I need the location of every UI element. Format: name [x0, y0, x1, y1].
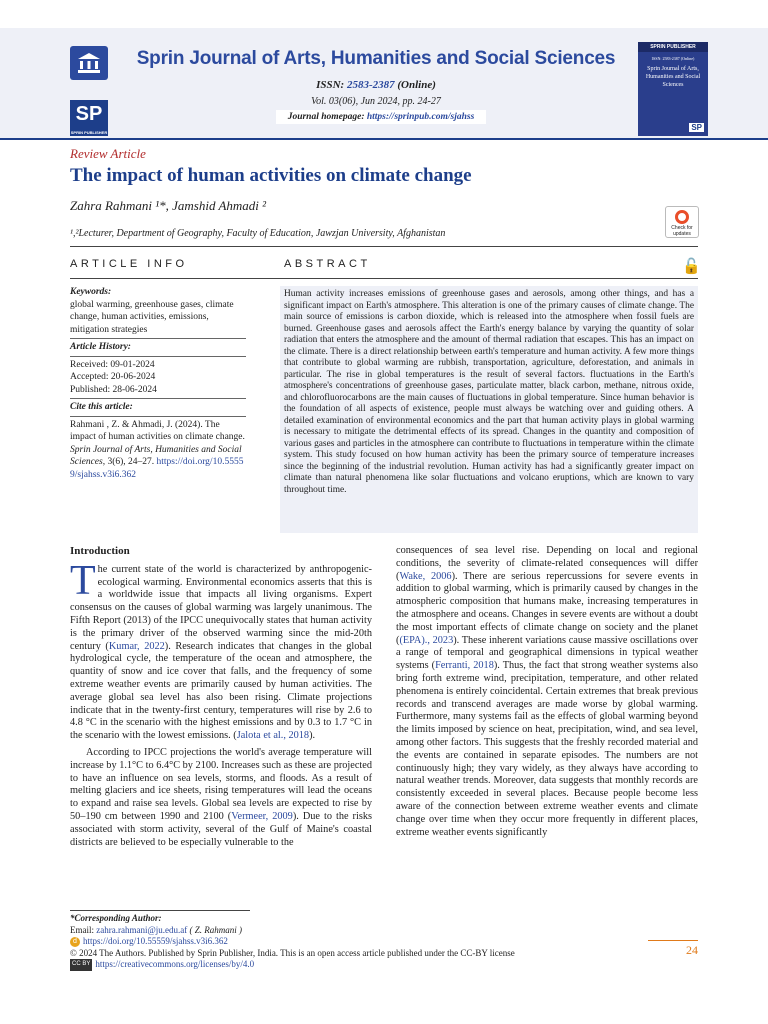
- drop-cap: T: [70, 557, 96, 604]
- journal-cover: SPRIN PUBLISHER ISSN: 2583-2387 (Online) Sprin Journal of Arts, Humanities and Social Sciences SP: [638, 42, 708, 136]
- paragraph: The current state of the world is characterized by anthropogenic-ecological warming. Environmental economics asserts that this is a worldwide issue that impacts all living organisms. Expert consensus on the causes of global warming was largely unanimous. The Fifth Report (2013) of the IPCC unequivocally states that human activity is the primary driver of the observed warming since the mid-20th century (Kumar, 2022). Research indicates that changes in the global hydrological cycle, the temperature of the ocean and atmosphere, the quantity of snow and ice cover that falls, and the frequency of some extreme weather events are primarily caused by human activities. The average global sea level has also been rising. Climate projections indicate that in the twenty-first century, temperatures will rise by 2.6 to 4.8 °C in the scenario with the highest emissions and by 0.3 to 1.7 °C in the scenario with the lowest emissions. (Jalota et al., 2018).: [70, 557, 372, 742]
- authors: Zahra Rahmani ¹*, Jamshid Ahmadi ²: [70, 198, 267, 213]
- divider: [70, 278, 698, 279]
- affiliation: ¹,²Lecturer, Department of Geography, Faculty of Education, Jawzjan University, Afghanistan: [70, 228, 446, 239]
- citation-link[interactable]: Vermeer, 2009: [231, 810, 293, 822]
- volume-info: Vol. 03(06), Jun 2024, pp. 24-27: [311, 96, 441, 107]
- article-info-heading: ARTICLE INFO: [70, 258, 188, 270]
- citation-link[interactable]: Ferranti, 2018: [435, 660, 494, 672]
- page-number: 24: [648, 940, 698, 958]
- divider: [70, 356, 246, 357]
- email-line: Email: zahra.rahmani@ju.edu.af ( Z. Rahmani ): [70, 924, 242, 935]
- bank-icon: [70, 46, 108, 80]
- issn: ISSN: 2583-2387 (Online): [316, 79, 436, 91]
- body-column-left: [70, 545, 372, 853]
- article-type: Review Article: [70, 146, 146, 161]
- issn-link[interactable]: 2583-2387: [346, 79, 395, 91]
- history-label: Article History:: [70, 342, 131, 352]
- divider: [70, 416, 246, 417]
- homepage-link[interactable]: https://sprinpub.com/sjahss: [366, 112, 475, 122]
- keywords-label: Keywords:: [70, 287, 112, 297]
- body-column-right: [396, 545, 698, 843]
- published-date: Published: 28-06-2024: [70, 384, 157, 395]
- check-for-updates-button[interactable]: Check for updates: [665, 206, 699, 238]
- keywords: global warming, greenhouse gases, climate change, human activities, emissions, mitigation strategies: [70, 299, 234, 335]
- citation-link[interactable]: Wake, 2006: [399, 570, 452, 582]
- citation-link[interactable]: Kumar, 2022: [108, 640, 165, 652]
- citation-link[interactable]: Jalota et al., 2018: [236, 730, 310, 742]
- paper-title: The impact of human activities on climate change: [70, 165, 472, 186]
- cite-label: Cite this article:: [70, 402, 133, 412]
- citation-link[interactable]: (EPA)., 2023: [399, 634, 454, 646]
- divider: [70, 398, 246, 399]
- license-link[interactable]: https://creativecommons.org/licenses/by/4.0: [95, 959, 255, 969]
- doi-icon: d: [70, 937, 80, 947]
- divider: [70, 338, 246, 339]
- doi-line: [70, 936, 698, 948]
- check-updates-icon: [675, 210, 689, 224]
- journal-title: Sprin Journal of Arts, Humanities and Social Sciences: [136, 48, 616, 69]
- divider: [70, 246, 698, 247]
- received-date: Received: 09-01-2024: [70, 359, 155, 370]
- email-link[interactable]: zahra.rahmani@ju.edu.af: [96, 924, 188, 935]
- doi-link[interactable]: https://doi.org/10.55559/sjahss.v3i6.362: [83, 936, 228, 946]
- article-info: [70, 286, 246, 481]
- footnote-rule: [70, 910, 250, 911]
- publisher-logo: SP SPRIN PUBLISHER: [70, 100, 108, 136]
- paragraph: According to IPCC projections the world's average temperature will increase by 1.1°C to 6.4°C by 2100. Increases such as these are projected to have an influence on sea levels, storms, and floods. As a result of melting glaciers and ice sheets, rising temperatures will lead the oceans to expand and raise sea levels. Global sea levels are expected to rise by 50–190 cm between 1990 and 2100 (Vermeer, 2009). Due to the risks associated with storm activity, several of the Gulf of Maine's coastal districts are believed to be especially vulnerable to the: [70, 746, 372, 848]
- citation-doi-link[interactable]: https://doi.org/10.55559/sjahss.v3i6.362: [70, 457, 244, 480]
- cc-by-icon: CC BY: [70, 959, 92, 971]
- citation: Rahmani , Z. & Ahmadi, J. (2024). The impact of human activities on climate change. Sprin Journal of Arts, Humanities and Social Sciences, 3(6), 24–27. https://doi.org/10.55559/sjahss.v3i6.362: [70, 419, 245, 480]
- copyright: © 2024 The Authors. Published by Sprin Publisher, India. This is an open access article published under the CC-BY license: [70, 947, 515, 958]
- accepted-date: Accepted: 20-06-2024: [70, 372, 156, 382]
- footer: [70, 913, 698, 971]
- abstract-text: Human activity increases emissions of greenhouse gases and aerosols, among other things, and has a significant impact on Earth's atmosphere. This alteration is one of the primary causes of climate change. The main source of emissions is carbon dioxide, which is released into the atmosphere when fossil fuels are burned. Greenhouse gases and aerosols affect the Earth's energy balance by varying the quantity of solar radiation that enters the atmosphere and the amount of thermal radiation that escapes. This has an impact on the climate. There is a direct relationship between earth's temperature and human activity. A few more things that contribute to global warming are rubbish, transportation, agriculture, deforestation, and animals in particular. The rise in global temperatures is the result of several factors. fluctuations in the Earth's atmosphere's concentrations of greenhouse gases, particulate matter, black carbon, methane, nitrous oxide, and chlorofluorocarbons are the main causes of fluctuations in global temperature. Since human behavior is the foundation of all aspects of existence, people must always be watching over and guiding others. A detailed examination of environmental economics and the part that human activity plays in global warming is necessary to mitigate the detrimental effects of its spread. Changes in the quantity and composition of various gases and particles in the atmosphere can contribute to fluctuations in temperature within the climate system. This study focused on how human activity has been the primary source of temperature increases since the beginning of the industrial revolution. Human activity has had a significantly greater impact on climate than natural phenomena like solar fluctuations and volcano eruptions, which are known to vary throughout time.: [280, 286, 698, 533]
- introduction-heading: Introduction: [70, 545, 130, 557]
- paragraph: consequences of sea level rise. Depending on local and regional conditions, the severity of climate-related consequences will differ (Wake, 2006). There are serious repercussions for severe events in addition to global warming, which is primarily caused by changes in the atmospheric composition that humans make, increasing temperatures in the atmosphere and oceans. Changes in severe events are without a doubt the most important effects of climate change on society and the planet ((EPA)., 2023). These inherent variations cause massive oscillations over a range of temporal and geographical dimensions in typical weather systems (Ferranti, 2018). Thus, the fact that strong weather systems also bring forth extreme wind, precipitation, temperature, and other related phenomena is entirely coincidental. Certain extremes that break previous records and transcend averages are made worse by global warming. Furthermore, many systems fail as the effects of global warming beyond the limits imposed by science on heat, precipitation, wind, and sea level, among other factors. This suggests that the freshly recorded material and the events are contained in separate episodes. The numbers are not continuously high; they vary widely, as they always have according to natural weather trends. Moreover, data suggests that monthly records are consistently exceeded in several places. Because people become less aware of the connection between extreme weather events and climate change over time when they occur more frequently in different places, extreme weather events significantly: [396, 545, 698, 838]
- journal-homepage: Journal homepage: https://sprinpub.com/sjahss: [276, 110, 486, 124]
- corresponding-label: *Corresponding Author:: [70, 913, 162, 923]
- abstract-heading: ABSTRACT: [284, 258, 371, 270]
- license-line: [70, 959, 698, 971]
- open-access-icon: 🔓: [682, 257, 701, 275]
